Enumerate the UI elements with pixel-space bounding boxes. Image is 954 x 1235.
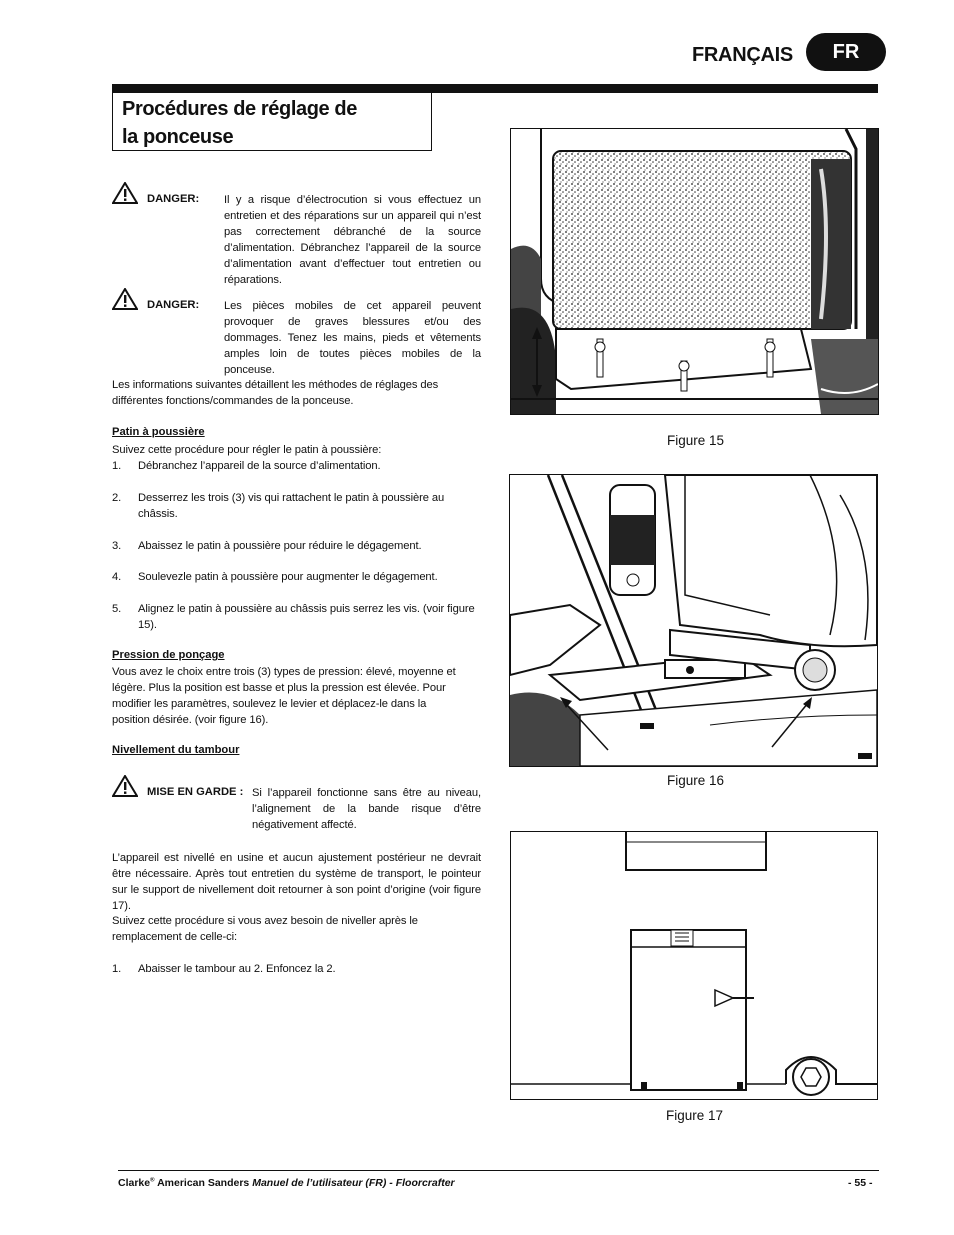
intro-paragraph: Les informations suivantes détaillent les méthodes de réglages des différentes fonctions/commandes de la ponceuse. [112,379,439,407]
step-text: Soulevezle patin à poussière pour augmenter le dégagement. [138,571,438,583]
title-line-1: Procédures de réglage de [122,98,357,120]
dust-pad-lead: Suivez cette procédure pour régler le patin à poussière: [112,444,382,456]
figure-15-caption: Figure 15 [667,433,725,448]
step-number: 4. [112,571,122,583]
step-text: Desserrez les trois (3) vis qui rattachent le patin à poussière au châssis. [138,492,445,520]
dust-pad-step-4 [112,569,482,585]
footer-rule [118,1170,879,1171]
figure-16-image [509,474,878,767]
step-text: Débranchez l’appareil de la source d’alimentation. [138,460,381,472]
warning-triangle-icon [112,182,138,204]
leveling-paragraph-2: Suivez cette procédure si vous avez besoin de niveller après le remplacement de celle-ci: [112,915,418,943]
step-number: 5. [112,603,122,615]
caution-text: Si l’appareil fonctionne sans être au niveau, l’alignement de la bande risque d’être négativement affecté. [252,787,481,831]
title-line-2: la ponceuse [122,126,234,148]
dust-pad-heading: Patin à poussière [112,426,205,438]
footer-brand: Clarke [118,1177,151,1189]
caution-label: MISE EN GARDE : [147,786,244,798]
leveling-paragraph-1: L’appareil est nivellé en usine et aucun ajustement postérieur ne devrait être nécessaire. Après tout entretien du système de transport, le pointeur sur le support de nivellement doit retourner à son point d’origine (voir figure 17). [112,852,481,912]
dust-pad-step-5 [112,601,482,633]
step-text: Abaissez le patin à poussière pour réduire le dégagement. [138,540,422,552]
figure-17-image [510,831,878,1100]
dust-pad-step-1 [112,458,482,474]
step-number: 1. [112,460,122,472]
danger-label-1: DANGER: [147,193,200,205]
footer-manual: Manuel de l’utilisateur (FR) - Floorcrafter [252,1177,455,1189]
figure-16-caption: Figure 16 [667,773,725,788]
warning-triangle-icon [112,288,138,310]
danger-text-2: Les pièces mobiles de cet appareil peuvent provoquer de graves blessures et/ou des dommages. Tenez les mains, pieds et vêtements amples loin de toutes pièces mobiles de la ponceuse. [224,300,481,376]
danger-text-1: Il y a risque d’électrocution si vous effectuez un entretien et des réparations sur un appareil qui n’est pas correctement débranché de la source d’alimentation. Débranchez l’appareil de la source d’alimentation avant d’effectuer tout entretien ou réparations. [224,194,481,286]
pressure-heading: Pression de ponçage [112,649,225,661]
page-title [122,95,357,151]
pressure-paragraph: Vous avez le choix entre trois (3) types de pression: élevé, moyenne et légère. Plus la position est basse et plus la pression est élevée. Pour modifier les paramètres, soulevez le levier et déplacez-le dans la position désirée. (voir figure 16). [112,666,456,726]
language-badge: FR [806,33,886,71]
footer-company: American Sanders [157,1177,250,1189]
leveling-heading: Nivellement du tambour [112,744,240,756]
step-text: Abaisser le tambour au 2. Enfoncez la 2. [138,963,336,975]
step-text: Alignez le patin à poussière au châssis puis serrez les vis. (voir figure 15). [138,603,475,631]
step-number: 3. [112,540,122,552]
language-heading: FRANÇAIS [692,44,793,66]
dust-pad-step-2 [112,490,482,522]
warning-triangle-icon [112,775,138,797]
section-rule [112,84,878,93]
page-number: - 55 - [848,1177,873,1189]
figure-15-image [510,128,879,415]
leveling-step-1 [112,961,482,977]
danger-label-2: DANGER: [147,299,200,311]
footer-title [118,1177,455,1189]
figure-17-caption: Figure 17 [666,1108,724,1123]
step-number: 2. [112,492,122,504]
step-number: 1. [112,963,122,975]
footer-registered-mark: ® [150,1177,155,1184]
dust-pad-step-3 [112,538,482,554]
